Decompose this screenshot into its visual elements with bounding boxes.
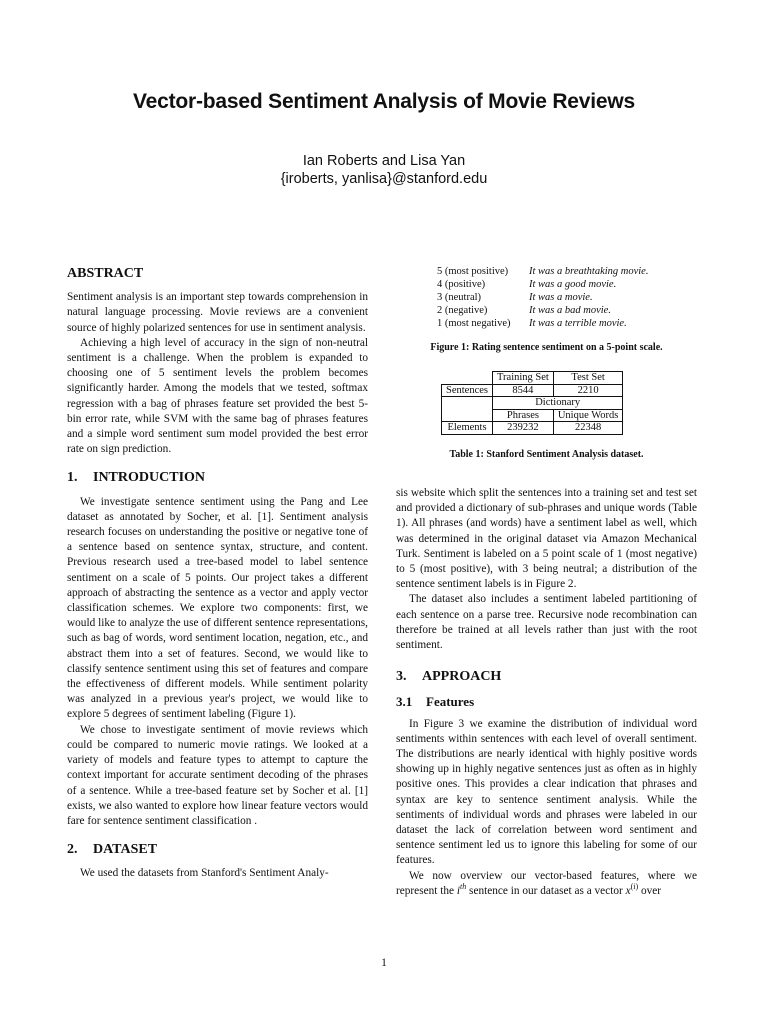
math-i: i xyxy=(456,884,460,897)
section-title: APPROACH xyxy=(422,669,502,685)
approach-paragraph-2 xyxy=(396,869,697,899)
abstract-paragraph-2: Achieving a high level of accuracy in the sign of non-neutral sentiment is a challenge. When the problem is expanded to choosing one of 5 sentiment levels the problem becomes significantly harder. Among the models that we tested, softmax regression with a bag of phrases feature set provided the best 5-bin error rate, while SVM with the same bag of phrases features and a simple word sentiment sum model provided the best error rate on sign prediction. xyxy=(67,336,368,456)
table-row xyxy=(442,409,623,422)
introduction-paragraph-2: We chose to investigate sentiment of movie reviews which could be compared to numeric movie ratings. We looked at a variety of models and feature types to attempt to capture the context important for accurate sentiment decoding of the phrases of a sentence. While a tree-based feature set by Socher et al. [1] exists, we also wanted to explore how linear feature vectors would fare for sentence sentiment classification . xyxy=(67,723,368,827)
table-row-label-sentences: Sentences xyxy=(442,384,493,397)
section-number: 1. xyxy=(67,470,78,486)
paper-title: Vector-based Sentiment Analysis of Movie Reviews xyxy=(133,90,635,113)
dataset-paragraph-1-cont xyxy=(396,486,697,592)
example-sentence: It was a terrible movie. xyxy=(529,318,627,329)
table-row xyxy=(442,372,623,385)
example-sentence: It was a bad movie. xyxy=(529,305,611,316)
figure-row xyxy=(437,278,648,291)
author-block xyxy=(0,152,768,188)
left-column xyxy=(67,262,368,882)
dataset-paragraph-2: The dataset also includes a sentiment labeled partitioning of each sentence on a parse tree. Recursive node recombination can therefore be trained at all levels rather than just with the root sentiment. xyxy=(396,593,697,652)
caption-text: Stanford Sentiment Analysis dataset. xyxy=(486,449,644,460)
table-cell: 239232 xyxy=(493,422,554,435)
sentiment-level: 5 (most positive) xyxy=(437,266,509,277)
sentiment-level: 2 (negative) xyxy=(437,305,488,316)
figure-row xyxy=(437,304,648,317)
author-emails: {iroberts, yanlisa}@stanford.edu xyxy=(280,171,488,187)
table-cell: 22348 xyxy=(553,422,623,435)
math-x: x xyxy=(625,884,631,897)
abstract-paragraph-1: Sentiment analysis is an important step towards comprehension in natural language processing. Movie reviews are a convenient source of highly polarized sentences for use in sentiment analysis. xyxy=(67,291,368,334)
introduction-heading xyxy=(67,470,368,485)
text-run: We now overview our vector-based features, where we represent the xyxy=(396,869,697,897)
caption-text: Rating sentence sentiment on a 5-point scale. xyxy=(471,342,663,353)
table-cell-empty xyxy=(442,409,493,422)
table-row xyxy=(442,397,623,410)
sentiment-level: 3 (neutral) xyxy=(437,292,482,303)
example-sentence: It was a breathtaking movie. xyxy=(529,266,649,277)
author-names: Ian Roberts and Lisa Yan xyxy=(302,153,466,169)
table-cell-empty xyxy=(442,397,493,410)
dataset-paragraph-1: We used the datasets from Stanford's Sentiment Analy- xyxy=(80,867,329,880)
section-title: DATASET xyxy=(93,842,158,858)
example-sentence: It was a good movie. xyxy=(529,279,617,290)
table-header-training: Training Set xyxy=(493,372,554,385)
section-number: 3. xyxy=(396,669,407,685)
dataset-heading xyxy=(67,842,368,857)
introduction-paragraph-1: We investigate sentence sentiment using the Pang and Lee dataset as annotated by Socher, et al. [1]. Sentiment analysis research focuses on understanding the positive or negative tone of a sentence based on sentence syntax, structure, and content. Previous research used a tree-based model to label sentence sentiment on a scale of 5 points. Our project takes a different approach of abstracting the sentence as a vector and apply vector classification schemes. We explore two components: first, we would like to analyze the use of different sentence representations, such as bag of words, word sentiment location, negation, etc., and abstract them into a set of features. Second, we would like to classify sentence sentiment using this set of features and compare the effectiveness of different models. While sentiment polarity was analyzed in a previous year's project, we would like to explore 5 degrees of sentiment labeling (Figure 1). xyxy=(67,495,368,721)
table-header-phrases: Phrases xyxy=(493,409,554,422)
figure-1 xyxy=(437,265,648,330)
math-superscript: (i) xyxy=(630,882,639,892)
dataset-table xyxy=(441,371,623,435)
caption-label: Table 1: xyxy=(449,449,484,460)
approach-heading xyxy=(396,669,697,684)
features-subheading xyxy=(396,694,697,709)
table-cell: 2210 xyxy=(553,384,623,397)
subsection-title: Features xyxy=(426,694,475,710)
table-header-dictionary: Dictionary xyxy=(493,397,623,410)
example-sentence: It was a movie. xyxy=(529,292,593,303)
figure-1-caption xyxy=(396,342,697,353)
table-row-label-elements: Elements xyxy=(442,422,493,435)
abstract-heading: ABSTRACT xyxy=(67,266,144,281)
text-run: sentence in our dataset as a vector xyxy=(466,884,626,897)
dataset-paragraph-1-tail: sis website which split the sentences into a training set and test set and provided a dictionary of sub-phrases and unique words (Table 1). All phrases (and words) have a sentiment label as well, which was determined in the original dataset via Amazon Mechanical Turk. Sentiment is labeled on a 5 point scale of 1 (most negative) to 5 (most positive), with 3 being neutral; a distribution of the sentence sentiment labels is in Figure 2. xyxy=(396,487,697,591)
table-row xyxy=(442,422,623,435)
table-row xyxy=(442,384,623,397)
figure-row xyxy=(437,317,648,330)
section-number: 2. xyxy=(67,842,78,858)
table-header-unique-words: Unique Words xyxy=(553,409,623,422)
figure-row xyxy=(437,265,648,278)
caption-label: Figure 1: xyxy=(430,342,470,353)
subsection-number: 3.1 xyxy=(396,694,413,710)
page-number: 1 xyxy=(381,957,387,969)
section-title: INTRODUCTION xyxy=(93,470,206,486)
sentiment-level: 4 (positive) xyxy=(437,279,486,290)
sentiment-level: 1 (most negative) xyxy=(437,318,511,329)
table-header-test: Test Set xyxy=(553,372,623,385)
figure-row xyxy=(437,291,648,304)
text-run: over xyxy=(638,884,662,897)
right-column xyxy=(396,486,697,899)
math-th: th xyxy=(460,882,467,892)
table-cell: 8544 xyxy=(493,384,554,397)
table-cell-empty xyxy=(442,372,493,385)
table-1-caption xyxy=(396,449,697,460)
approach-paragraph-1: In Figure 3 we examine the distribution of individual word sentiments within sentences with each level of overall sentiment. The distributions are nearly identical with highly positive words showing up in highly negative sentences just as often as in highly positive ones. This provides a clear indication that phrases and syntax are key to sentence sentiment analysis. While the sentiments of individual words and phrases were labeled in our dataset the lack of correlation between word sentiment and sentence sentiment led us to ignore this labeling for some of our features. xyxy=(396,717,697,867)
